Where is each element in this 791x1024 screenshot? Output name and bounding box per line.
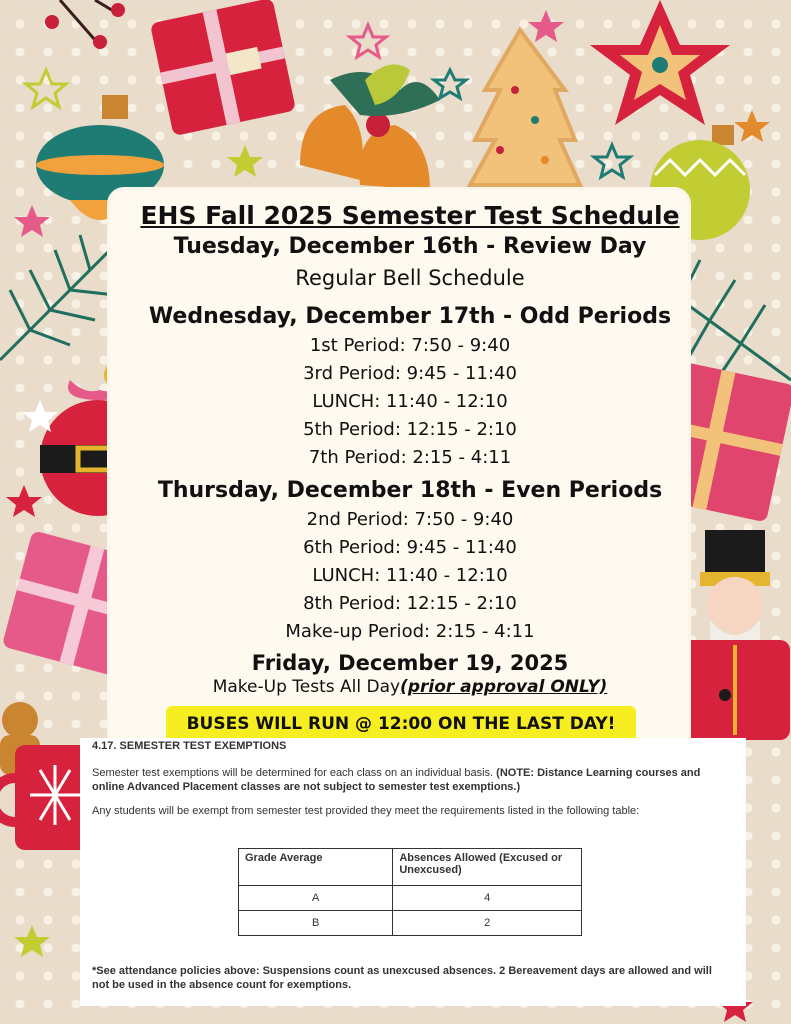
period-line: 7th Period: 2:15 - 4:11 bbox=[308, 447, 512, 468]
day-heading-friday: Friday, December 19, 2025 bbox=[251, 651, 569, 675]
table-cell: 4 bbox=[393, 886, 582, 911]
day-heading-tuesday: Tuesday, December 16th - Review Day bbox=[173, 234, 647, 259]
bus-banner: BUSES WILL RUN @ 12:00 ON THE LAST DAY! bbox=[166, 706, 636, 742]
exemption-policy bbox=[80, 738, 746, 1006]
makeup-text: Make-Up Tests All Day bbox=[212, 677, 401, 697]
policy-footnote: *See attendance policies above: Suspensions count as unexcused absences. 2 Bereavement days are allowed and will not be used in the absence count for exemptions. bbox=[92, 965, 712, 991]
day-heading-thursday: Thursday, December 18th - Even Periods bbox=[157, 478, 663, 503]
column-header: Absences Allowed (Excused or Unexcused) bbox=[393, 849, 582, 886]
period-line: 5th Period: 12:15 - 2:10 bbox=[303, 419, 517, 440]
schedule bbox=[80, 200, 740, 698]
period-line: 6th Period: 9:45 - 11:40 bbox=[303, 537, 517, 558]
table-row bbox=[239, 886, 582, 911]
gift-icon bbox=[150, 0, 296, 136]
period-line: 1st Period: 7:50 - 9:40 bbox=[309, 335, 511, 356]
day-heading-wednesday: Wednesday, December 17th - Odd Periods bbox=[148, 304, 672, 329]
period-line: 2nd Period: 7:50 - 9:40 bbox=[306, 509, 514, 530]
table-cell: B bbox=[239, 911, 393, 936]
schedule-line: Regular Bell Schedule bbox=[295, 266, 525, 290]
table-row bbox=[239, 911, 582, 936]
bells-icon bbox=[300, 64, 440, 190]
period-line: Make-up Period: 2:15 - 4:11 bbox=[285, 621, 535, 642]
policy-heading: 4.17. SEMESTER TEST EXEMPTIONS bbox=[92, 740, 287, 752]
page-title: EHS Fall 2025 Semester Test Schedule bbox=[140, 201, 680, 230]
column-header: Grade Average bbox=[239, 849, 393, 886]
makeup-line bbox=[80, 676, 740, 698]
period-line: LUNCH: 11:40 - 12:10 bbox=[312, 565, 508, 586]
cookie-tree-icon bbox=[470, 30, 580, 185]
berry-branch-icon bbox=[45, 0, 125, 49]
star-ornament-icon bbox=[590, 0, 730, 125]
policy-paragraph bbox=[92, 766, 732, 794]
policy-note: (NOTE: Distance Learning courses and online Advanced Placement classes are not subject to semester test exemptions.) bbox=[92, 767, 701, 793]
table-cell: 2 bbox=[393, 911, 582, 936]
makeup-emphasis: (prior approval ONLY) bbox=[400, 677, 608, 697]
table-cell: A bbox=[239, 886, 393, 911]
policy-text: Semester test exemptions will be determined for each class on an individual basis. bbox=[92, 767, 494, 779]
exemption-table bbox=[238, 848, 582, 936]
policy-paragraph: Any students will be exempt from semester test provided they meet the requirements listed in the following table: bbox=[92, 805, 640, 817]
period-line: LUNCH: 11:40 - 12:10 bbox=[312, 391, 508, 412]
period-line: 3rd Period: 9:45 - 11:40 bbox=[303, 363, 517, 384]
table-header-row bbox=[239, 849, 582, 886]
period-line: 8th Period: 12:15 - 2:10 bbox=[303, 593, 517, 614]
